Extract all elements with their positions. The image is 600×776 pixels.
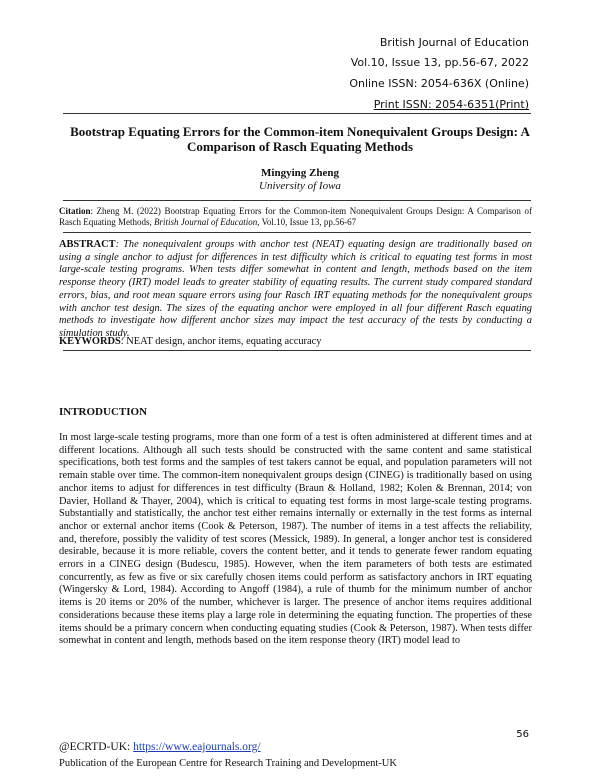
section-heading: INTRODUCTION <box>59 406 148 418</box>
keywords-rule <box>63 350 531 351</box>
abstract-label: ABSTRACT <box>59 239 116 250</box>
print-issn <box>229 99 529 111</box>
citation-rule-bottom <box>63 232 531 233</box>
header-rule <box>63 113 531 114</box>
citation-tail: , Vol.10, Issue 13, pp.56-67 <box>257 217 357 227</box>
journal-volume: Vol.10, Issue 13, pp.56-67, 2022 <box>350 56 529 69</box>
print-issn-label: Print ISSN: <box>373 98 436 111</box>
keywords <box>59 335 532 348</box>
abstract-text: : The nonequivalent groups with anchor test (NEAT) equating design are traditionally based on using a single anchor to adjust for differences in test difficulty which is critical to equating test forms in most large-scale testing programs. When tests differ somewhat in content and length, methods based on the item response theory (IRT) model leads to greater stability of equating results. The current study compared standard errors, bias, and root mean square errors using four Rasch IRT equating methods for the nonequivalent groups with anchor test design. The sizes of the equating anchor were employed in all four different Rasch equating methods to investigate how different anchor sizes may impact the test accuracy of the tests by conducting a simulation study. <box>59 239 532 339</box>
paper-title: Bootstrap Equating Errors for the Common-item Nonequivalent Groups Design: A Comparison of Rasch Equating Methods <box>70 124 530 154</box>
abstract <box>59 239 532 341</box>
online-issn: Online ISSN: 2054-636X (Online) <box>349 77 529 90</box>
citation-journal: British Journal of Education <box>154 217 258 227</box>
author-name: Mingying Zheng <box>261 167 339 179</box>
page-number: 56 <box>516 729 529 740</box>
footer-org <box>59 740 261 754</box>
footer-publication: Publication of the European Centre for Research Training and Development-UK <box>59 758 397 769</box>
keywords-text: : NEAT design, anchor items, equating accuracy <box>120 336 322 347</box>
citation-text: : Zheng M. (2022) Bootstrap Equating Errors for the Common-item Nonequivalent Groups Design: A Comparison of Rasch Equating Methods, <box>59 206 532 227</box>
footer-org-prefix: @ECRTD-UK: <box>59 741 134 753</box>
citation-rule-top <box>63 200 531 201</box>
introduction-body: In most large-scale testing programs, more than one form of a test is often administered at different times and at different locations. Although all such tests should be constructed with the same content and same statistical specifications, both test forms and the samples of test takers cannot be equal, and population parameters will not remain stable over time. The common-item nonequivalent groups design (CINEG) is traditionally based on using anchor items to adjust for differences in test difficulty (Braun & Holland, 1982; Kolen & Brennan, 2014; von Davier, Holland & Thayer, 2004), which is critical to equating test forms in most large-scale testing programs. Substantially and statistically, the anchor test either remains internally or externally in the test forms as internal anchor or external anchor items (Cook & Peterson, 1987). The number of items in a test affects the reliability, and, therefore, possibly the validity of test scores (Messick, 1989). In general, a longer anchor test is considered desirable, because it is more reliable, covers the content better, and it tends to generate fewer random equating errors in a CINEG design (Budescu, 1985). However, when the item parameters of both tests are estimated concurrently, as few as five or six carefully chosen items could perform as satisfactory anchors in IRT equating (Wingersky & Lord, 1984). According to Angoff (1984), a rule of thumb for the minimum number of anchor items is 20 items or 20% of the number, whichever is larger. The presence of anchor items requires additional considerations because these items play a large role in determining the equating function. The properties of these items should be a primary concern when conducting equating studies (Cook & Peterson, 1987). When tests differ somewhat in content and length, methods based on the item response theory (IRT) model lead to <box>59 432 532 647</box>
citation-label: Citation <box>59 206 91 216</box>
footer-url-link[interactable]: https://www.eajournals.org/ <box>133 741 261 753</box>
print-issn-value: 2054-6351(Print) <box>435 98 529 111</box>
author-affiliation: University of Iowa <box>259 180 341 192</box>
journal-name: British Journal of Education <box>379 36 529 49</box>
keywords-label: KEYWORDS <box>59 336 121 347</box>
citation <box>59 206 532 228</box>
